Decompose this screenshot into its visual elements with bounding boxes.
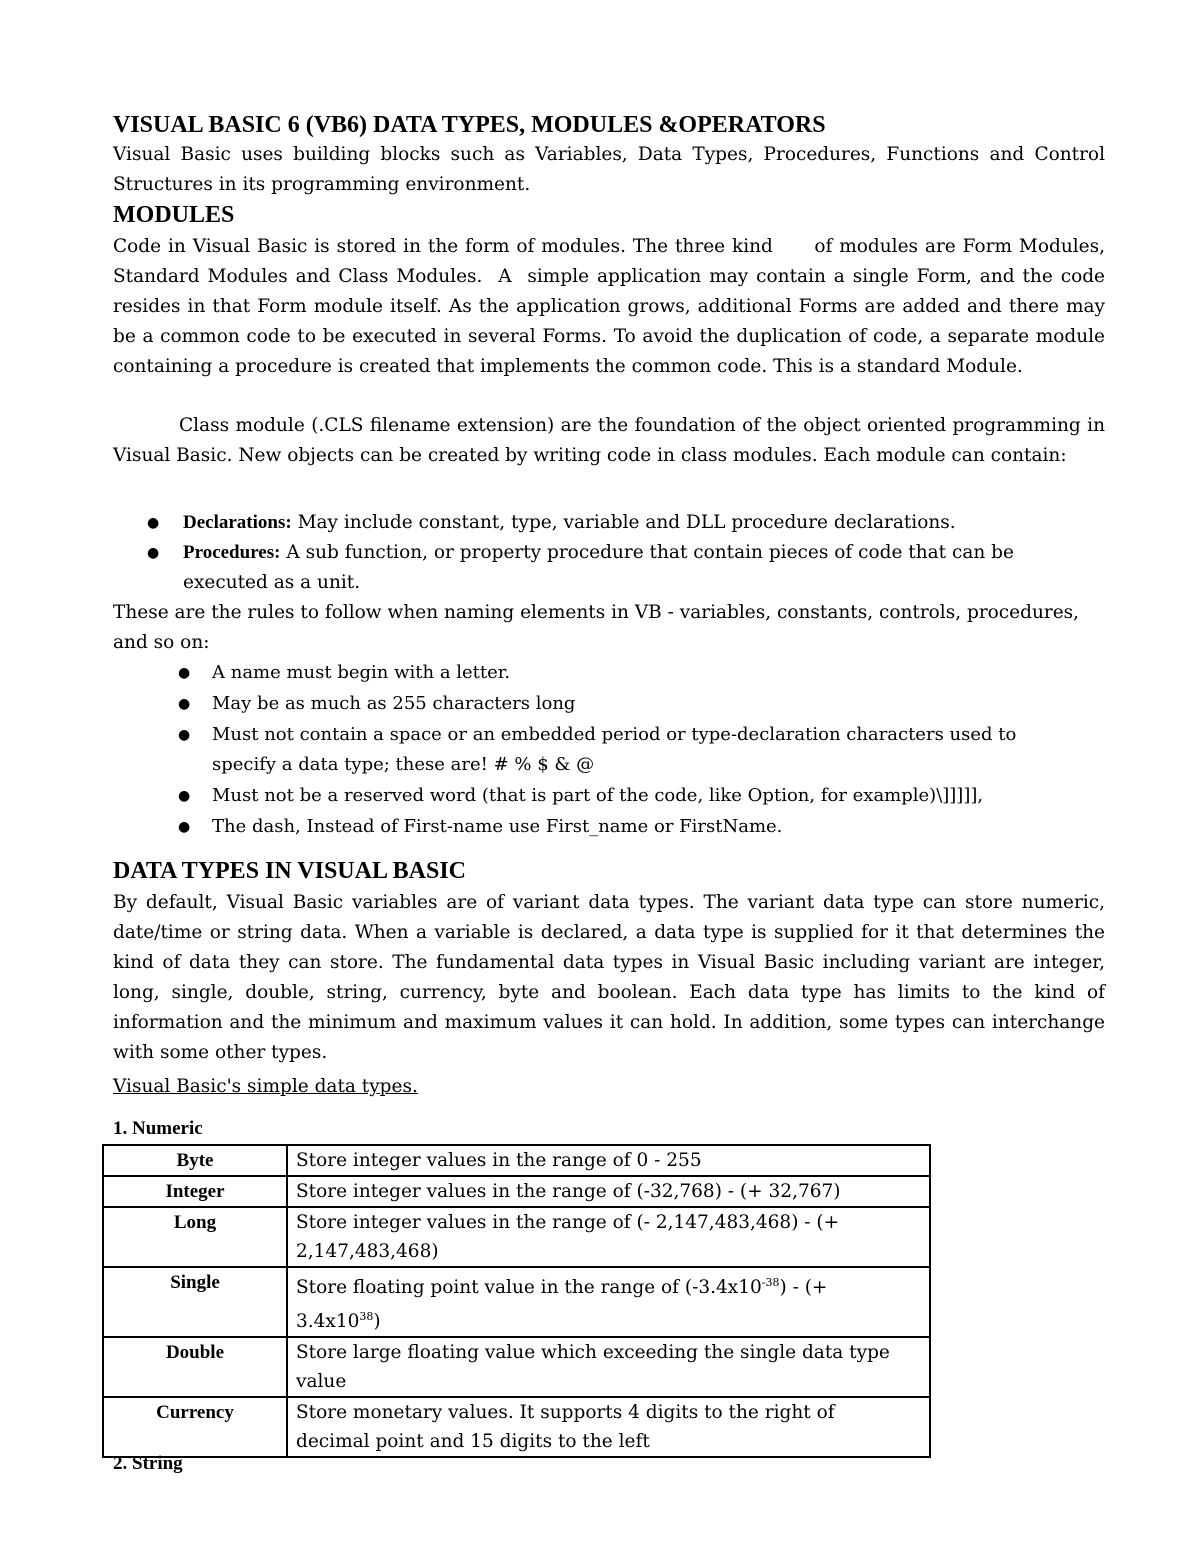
naming-rules-list [178, 658, 1107, 842]
type-description-cell [287, 1176, 930, 1207]
simple-data-types-link[interactable]: Visual Basic's simple data types. [113, 1076, 418, 1097]
item-text: A sub function, or property procedure that contain pieces of code that can be executed as a unit. [183, 542, 1014, 593]
item-text: May include constant, type, variable and DLL procedure declarations. [291, 512, 956, 533]
numeric-heading: 1. Numeric [113, 1118, 203, 1139]
list-item: ● Must not be a reserved word (that is part of the code, like Option, for example)\]]]]], [178, 785, 984, 806]
table-row [103, 1145, 930, 1176]
type-name-cell: Single [103, 1267, 287, 1337]
class-module-paragraph: Class module (.CLS filename extension) are the foundation of the object oriented programming in Visual Basic. New objects can be created by writing code in class modules. Each module can contain: [113, 415, 1105, 466]
description-text: ) - (+ 3.4x10 [296, 1277, 828, 1333]
description-text: ) [373, 1311, 381, 1333]
module-contents-list [147, 508, 1103, 598]
modules-heading: MODULES [113, 202, 235, 228]
description-text: Store floating point value in the range of (-3.4x10 [296, 1277, 762, 1299]
type-description-cell [287, 1267, 930, 1337]
naming-rules-intro: These are the rules to follow when naming elements in VB - variables, constants, controls, procedures, and so on: [113, 602, 1080, 653]
item-label: Procedures: [183, 542, 281, 563]
numeric-types-table [102, 1144, 931, 1458]
data-types-heading: DATA TYPES IN VISUAL BASIC [113, 858, 467, 884]
intro-paragraph: Visual Basic uses building blocks such as Variables, Data Types, Procedures, Functions and Control Structures in its programming environment. [113, 144, 1105, 195]
type-name-cell: Currency [103, 1397, 287, 1457]
superscript: -38 [761, 1276, 780, 1289]
type-name-cell: Double [103, 1337, 287, 1397]
table-row [103, 1267, 930, 1337]
item-label: Declarations: [183, 512, 292, 533]
description-text: Store integer values in the range of (- 2,147,483,468) - (+ 2,147,483,468) [296, 1212, 840, 1262]
type-name-cell: Byte [103, 1145, 287, 1176]
type-name-cell: Integer [103, 1176, 287, 1207]
string-heading: 2. String [113, 1453, 183, 1474]
description-text: Store large floating value which exceeding the single data type value [296, 1342, 890, 1393]
superscript: 38 [359, 1310, 374, 1324]
document-title: VISUAL BASIC 6 (VB6) DATA TYPES, MODULES &OPERATORS [113, 112, 826, 138]
type-description-cell [287, 1145, 930, 1176]
type-name-cell: Long [103, 1207, 287, 1267]
table-row [103, 1207, 930, 1267]
table-row [103, 1176, 930, 1207]
type-description-cell [287, 1207, 930, 1267]
list-item: ● A name must begin with a letter. [178, 662, 511, 683]
description-text: Store monetary values. It supports 4 digits to the right of decimal point and 15 digits to the left [296, 1402, 835, 1453]
list-item: ● The dash, Instead of First-name use First_name or FirstName. [178, 816, 783, 837]
description-text: Store integer values in the range of (-32,768) - (+ 32,767) [296, 1181, 841, 1202]
description-text: Store integer values in the range of 0 - 255 [296, 1150, 702, 1171]
table-row [103, 1337, 930, 1397]
data-types-paragraph: By default, Visual Basic variables are of variant data types. The variant data type can store numeric, date/time or string data. When a variable is declared, a data type is supplied for it that determines the kind of data they can store. The fundamental data types in Visual Basic including variant are integer, long, single, double, string, currency, byte and boolean. Each data type has limits to the kind of information and the minimum and maximum values it can hold. In addition, some types can interchange with some other types. [113, 892, 1105, 1063]
list-item: ● Procedures: A sub function, or property procedure that contain pieces of code that can be executed as a unit. [147, 542, 1014, 593]
list-item: ● Declarations: May include constant, type, variable and DLL procedure declarations. [147, 512, 956, 533]
modules-paragraph: Code in Visual Basic is stored in the form of modules. The three kind of modules are Form Modules, Standard Modules and Class Modules. A simple application may contain a single Form, and the code resides in that Form module itself. As the application grows, additional Forms are added and there may be a common code to be executed in several Forms. To avoid the duplication of code, a separate module containing a procedure is created that implements the common code. This is a standard Module. [113, 236, 1111, 377]
type-description-cell [287, 1337, 930, 1397]
list-item: ● May be as much as 255 characters long [178, 693, 576, 714]
list-item: ● Must not contain a space or an embedded period or type-declaration characters used to specify a data type; these are! # % $ & @ [178, 724, 1017, 775]
